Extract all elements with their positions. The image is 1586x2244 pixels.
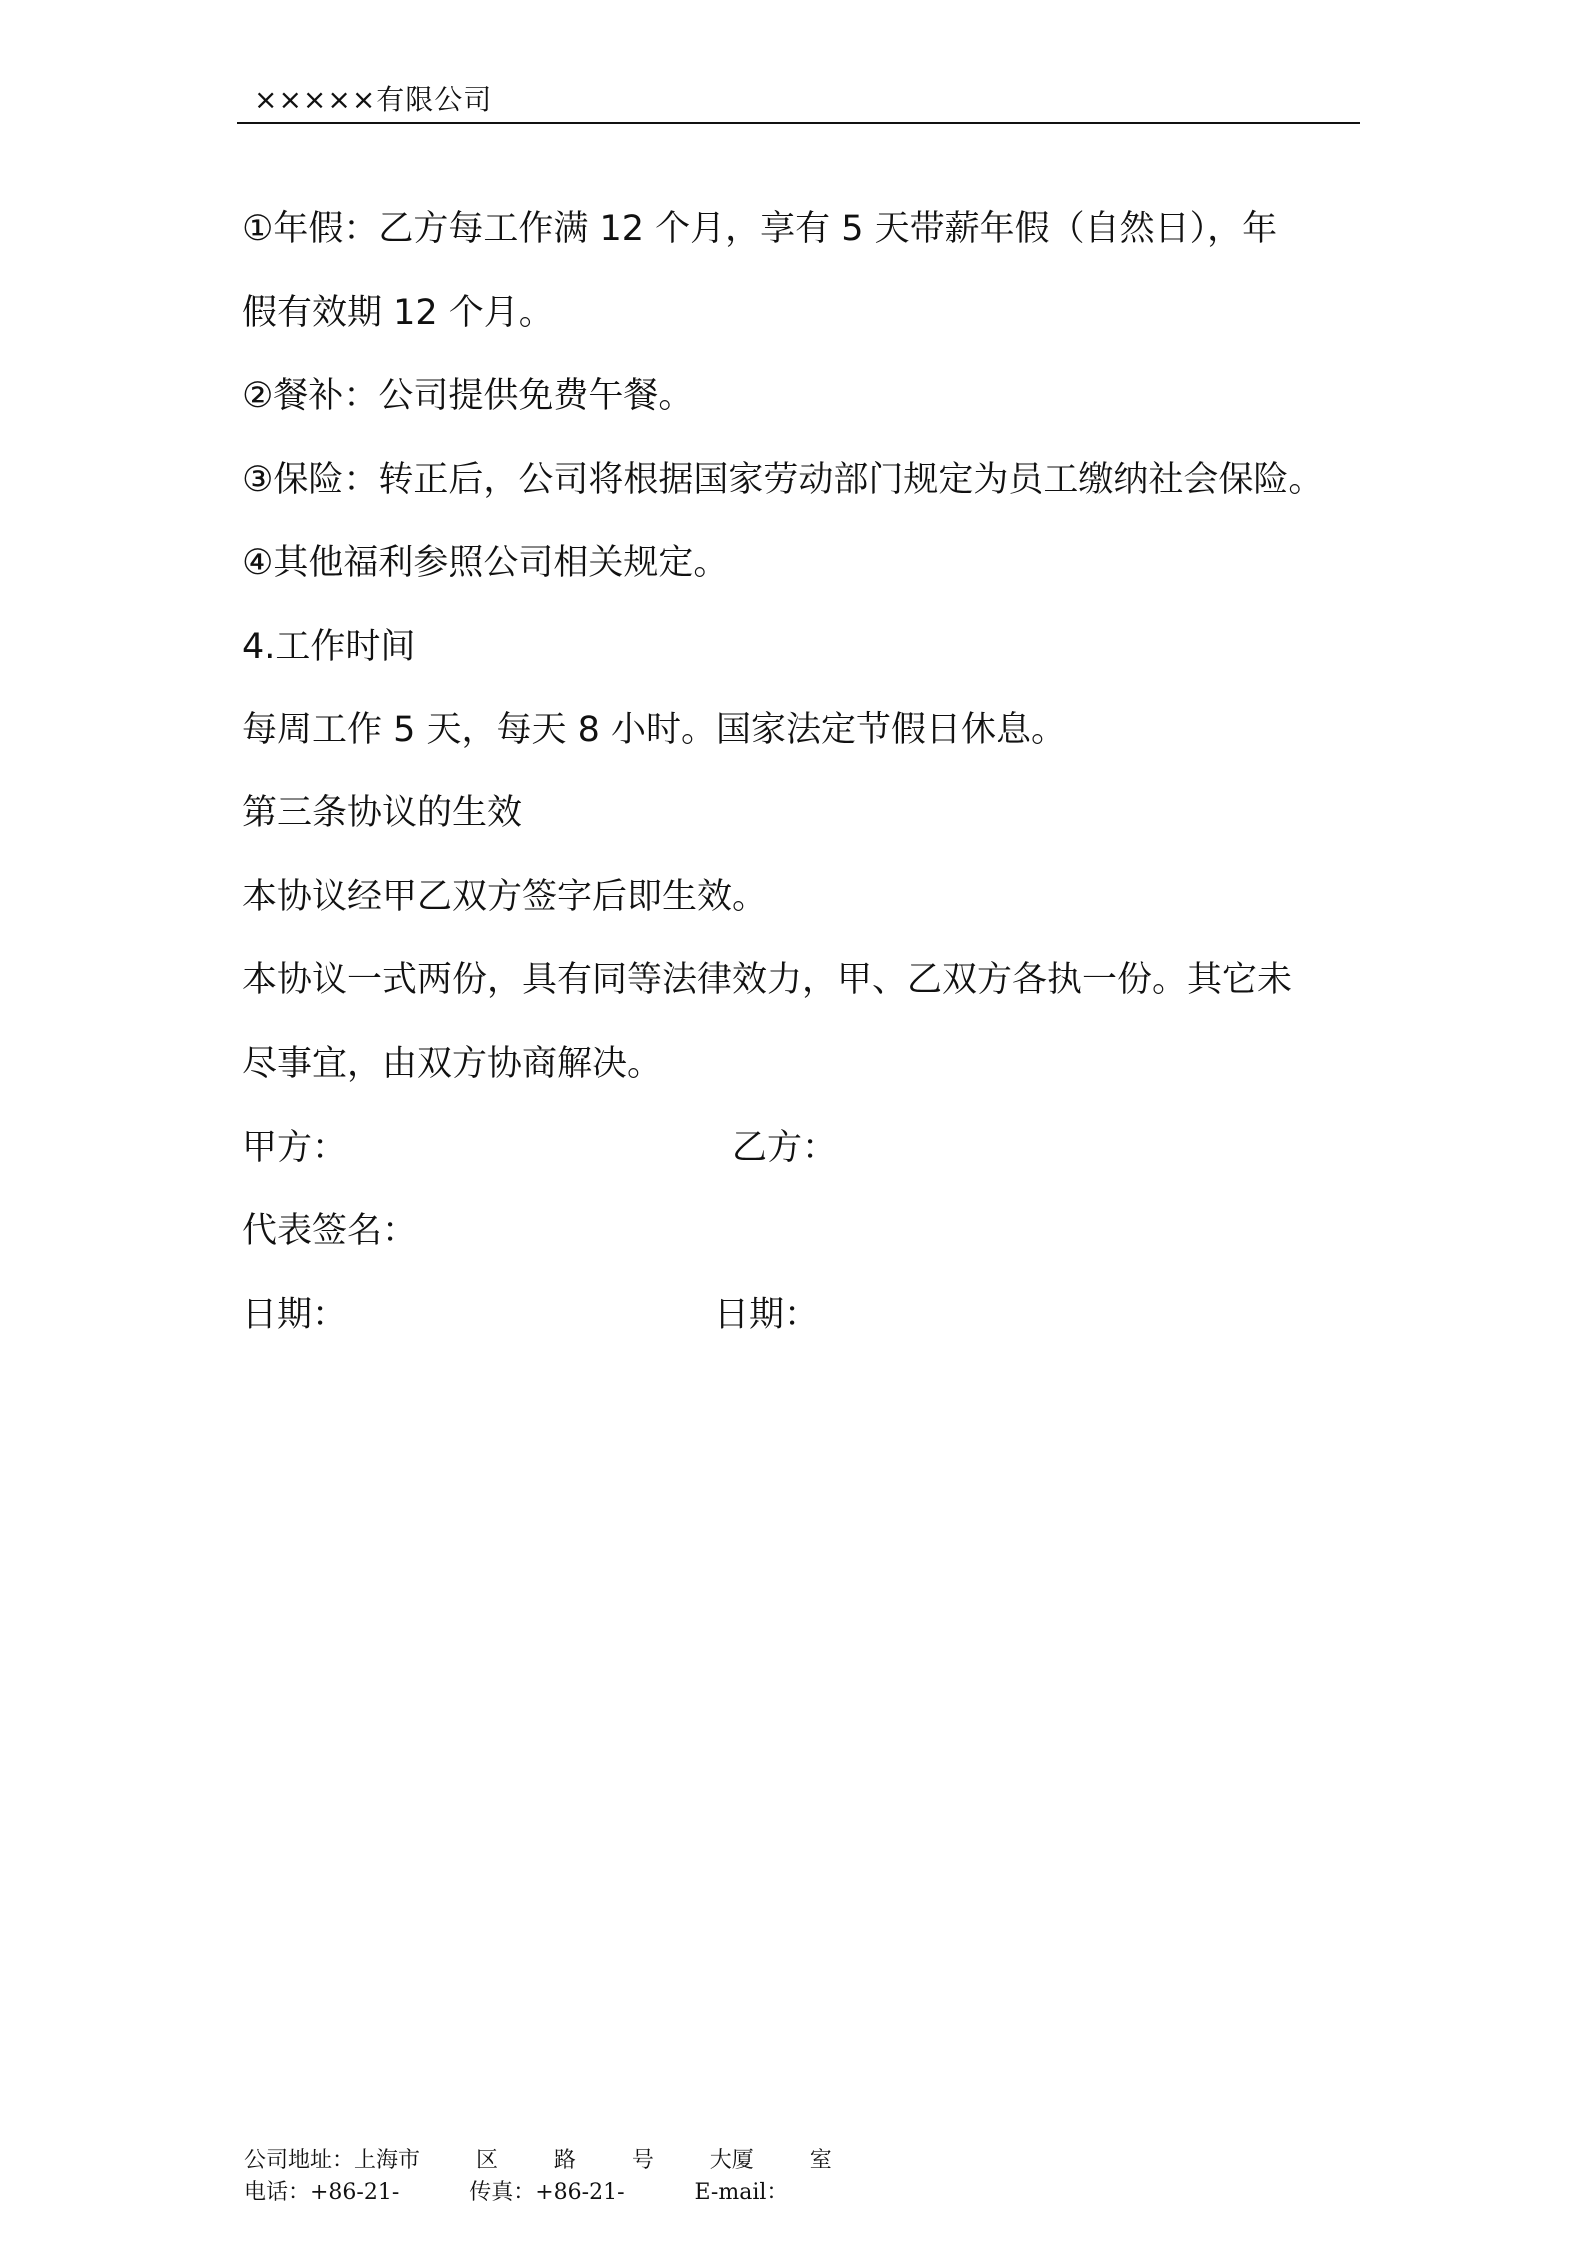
copies-line-2: 尽事宜，由双方协商解决。 <box>242 1044 663 1084</box>
other-benefits-line: ④其他福利参照公司相关规定。 <box>242 543 729 583</box>
meal-allowance-line: ②餐补：公司提供免费午餐。 <box>242 376 694 416</box>
date-label-party-b: 日期： <box>714 1295 820 1335</box>
copies-line-1: 本协议一式两份，具有同等法律效力，甲、乙双方各执一份。其它未 <box>242 960 1293 1000</box>
party-a-label: 甲方： <box>242 1128 348 1168</box>
annual-leave-line-2: 假有效期 12 个月。 <box>242 293 554 333</box>
representative-signature-label: 代表签名： <box>242 1211 418 1251</box>
company-header: ×××××有限公司 <box>254 83 493 116</box>
party-b-label: 乙方： <box>732 1128 838 1168</box>
header-divider <box>237 122 1360 124</box>
footer-address: 公司地址：上海市 区 路 号 大厦 室 <box>244 2148 832 2173</box>
work-time-line: 每周工作 5 天，每天 8 小时。国家法定节假日休息。 <box>242 710 1067 750</box>
effective-line: 本协议经甲乙双方签字后即生效。 <box>242 877 768 917</box>
insurance-line: ③保险：转正后，公司将根据国家劳动部门规定为员工缴纳社会保险。 <box>242 460 1324 500</box>
work-time-heading: 4.工作时间 <box>242 627 416 667</box>
article-3-heading: 第三条协议的生效 <box>242 793 523 833</box>
annual-leave-line-1: ①年假：乙方每工作满 12 个月，享有 5 天带薪年假（自然日），年 <box>242 209 1278 249</box>
date-label-party-a: 日期： <box>242 1295 348 1335</box>
footer-contact: 电话：+86-21- 传真：+86-21- E-mail： <box>244 2180 789 2205</box>
